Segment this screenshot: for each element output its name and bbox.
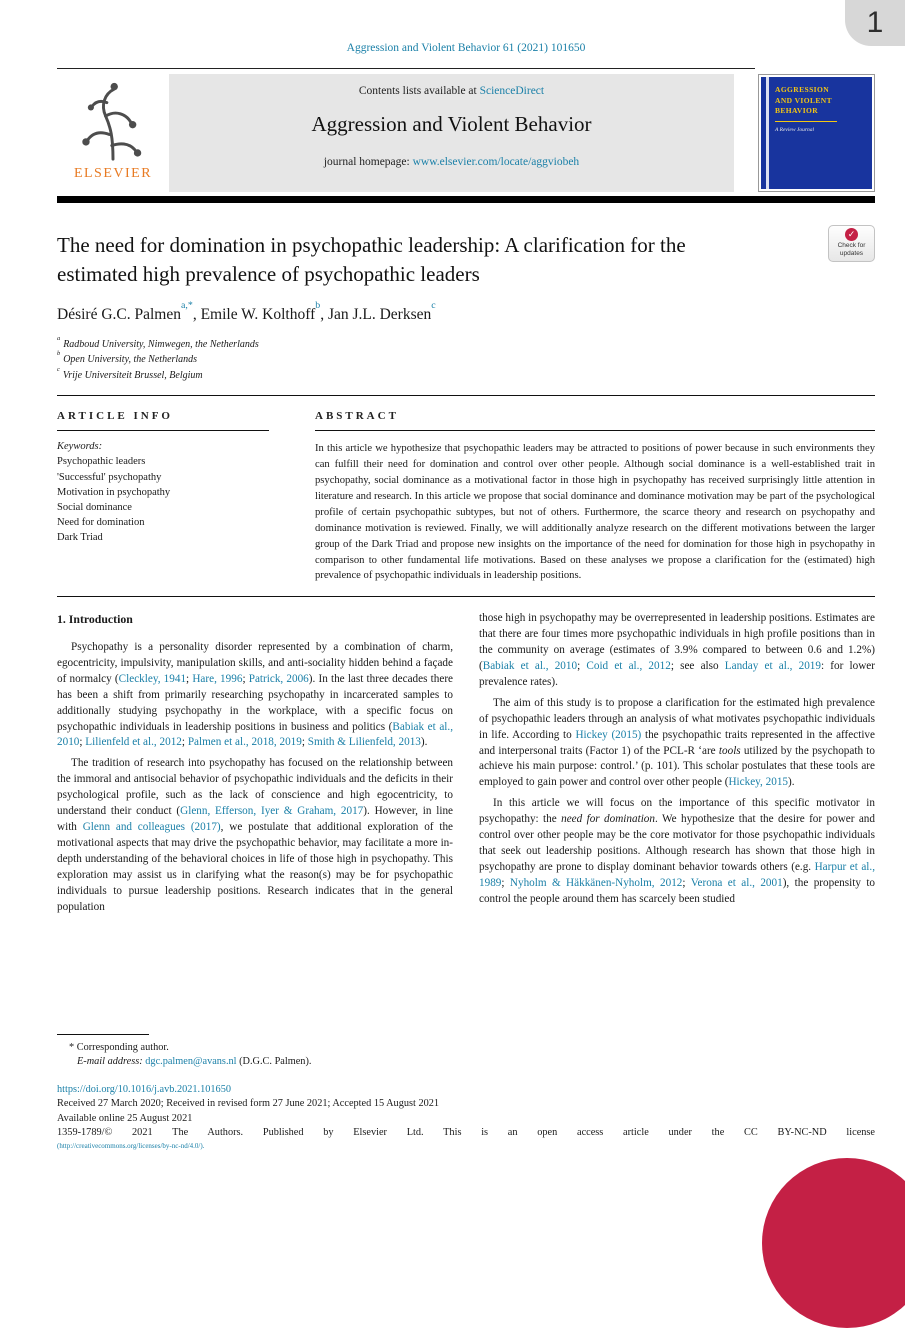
citation-link[interactable]: Patrick, 2006 — [248, 672, 309, 685]
journal-cover-art — [761, 77, 872, 189]
abstract-column — [315, 410, 875, 584]
abstract-text: In this article we hypothesize that psychopathic leaders may be attracted to positions of power because in such environments they can fulfill their need for domination and control over other people. Although social dominance is a well-established trait in psychopathy, social dominance as a motivational factor in those high in psychopathy has received surprisingly little attention in literature and research. In this article we propose that social dominance and dominance motivation may be part of the psychological profile of certain psychopathic subtypes, but not of others. Furthermore, the scarce theory and research on psychopathy and dominance motivation is reviewed. Finally, we will additionally analyze research on the different motivations between the larger group of the Dark Triad and propose new insights on the importance of the need for domination for those high in psychopathy in comparison to other fundamental life motivations. Based on these analyses we propose a clarification for the (estimated) high prevalence of psychopathic individuals in leadership positions. — [315, 443, 875, 582]
citation-link[interactable]: Hare, 1996 — [192, 672, 243, 685]
article-info-heading: ARTICLE INFO — [57, 410, 269, 431]
contents-line — [177, 85, 726, 97]
cover-title: AGGRESSION AND VIOLENT BEHAVIOR — [775, 85, 837, 122]
citation-link[interactable]: Glenn, Efferson, Iyer & Graham, 2017 — [180, 805, 364, 818]
keyword-item: Need for domination — [57, 517, 145, 529]
check-for-updates-badge[interactable] — [828, 225, 875, 262]
affiliation-text: Open University, the Netherlands — [63, 354, 198, 366]
received-line: Received 27 March 2020; Received in revised form 27 June 2021; Accepted 15 August 2021 — [57, 1098, 440, 1110]
paragraph: The aim of this study is to propose a clarification for the estimated high prevalence of psychopathic leaders through an analysis of what motivates psychopathic individuals in life. According to Hickey (2015) the psychopathic traits represented in the affective and interpersonal traits (Factor 1) of the PCL-R ‘are tools utilized by the psychopath to achieve his main purpose: control.’ (p. 101). This scholar postulates that these tools are employed to gain power and control over other people (Hickey, 2015). — [479, 696, 875, 789]
keyword-item: Motivation in psychopathy — [57, 486, 171, 498]
check-updates-label: Check for updates — [837, 242, 866, 258]
affiliation-text: Vrije Universiteit Brussel, Belgium — [62, 369, 203, 381]
citation-link[interactable]: dgc.palmen@avans.nl — [145, 1055, 237, 1067]
citation-link[interactable]: Lilienfeld et al., 2012 — [85, 736, 182, 749]
paragraph: those high in psychopathy may be overrepresented in leadership positions. Estimates are that there are four times more psychopathic individuals in high profile positions than in the community on average (estimates of 3.9% compared to between 0.6 and 1.2%) (Babiak et al., 2010; Coid et al., 2012; see also Landay et al., 2019: for lower prevalence rates). — [479, 612, 875, 688]
page-number-badge: 1 — [845, 0, 905, 46]
citation-link[interactable]: Babiak et al., 2010 — [482, 660, 578, 673]
page-footer — [57, 1032, 875, 1152]
citation-link[interactable]: Nyholm & Häkkänen-Nyholm, 2012 — [509, 876, 683, 889]
keyword-item: Dark Triad — [57, 532, 103, 544]
author-affiliation-sup[interactable]: c — [431, 300, 436, 312]
paragraph: The tradition of research into psychopathy has focused on the relationship between the immoral and antisocial behavior of psychopathic individuals and the deficits in their psychological profile, such as the lack of conscience and high egocentricity, to understand their conduct (Glenn, Efferson, Iyer & Graham, 2017). However, in line with Glenn and colleagues (2017), we postulate that additional exploration of the motivational aspects that may drive the psychopathic behavior, may facilitate a more in-depth understanding of the behavioral choices in life of those high in psychopathy. This exploration may assist us in clarifying what the reason(s) may be for psychopathic individuals to pursue leadership positions. Research indicates that in the general population — [57, 757, 454, 913]
cover-stripe — [766, 77, 769, 189]
citation-link[interactable]: Glenn and colleagues (2017) — [82, 821, 221, 834]
right-column — [479, 611, 875, 920]
elsevier-logo — [57, 74, 169, 192]
citation-link[interactable]: Palmen et al., 2018, 2019 — [187, 736, 302, 749]
affiliations — [57, 334, 875, 384]
author-affiliation-sup[interactable]: b — [315, 300, 321, 312]
left-column — [57, 611, 453, 920]
affiliation-line — [57, 352, 875, 368]
crossmark-icon: ✓ — [845, 228, 858, 241]
doi-link[interactable]: https://doi.org/10.1016/j.avb.2021.101650 — [57, 1083, 232, 1095]
citation-link[interactable]: Harpur et al., 1989 — [479, 860, 875, 889]
citation-link[interactable]: Landay et al., 2019 — [724, 660, 821, 673]
keywords-label: Keywords: — [57, 441, 103, 453]
cover-subtitle: A Review Journal — [775, 126, 814, 133]
citation-link[interactable]: Hickey, 2015 — [728, 776, 789, 789]
citation-link[interactable]: Cleckley, 1941 — [118, 672, 187, 685]
sciencedirect-link[interactable]: ScienceDirect — [479, 85, 545, 97]
affiliation-line — [57, 334, 875, 353]
citation-link[interactable]: Hickey (2015) — [575, 728, 642, 741]
keyword-item: Psychopathic leaders — [57, 456, 146, 468]
citation-link[interactable]: Coid et al., 2012 — [586, 660, 671, 673]
publication-details — [57, 1083, 875, 1152]
corresponding-author-note: * Corresponding author. — [69, 1042, 169, 1053]
body-columns — [57, 611, 875, 920]
section-heading-introduction: 1. Introduction — [57, 612, 133, 627]
paragraph: Psychopathy is a personality disorder represented by a combination of charm, egocentricity, impulsivity, manipulation skills, and anti-sociality hidden behind a façade of normalcy (Cleckley, 1941; Hare, 1996; Patrick, 2006). In the last three decades there has been a shift from primarily researching psychopathy in incarcerated samples to additionally studying psychopathy in the workplace, with a specific focus on psychopathic individuals in leadership positions in business and politics (Babiak et al., 2010; Lilienfeld et al., 2012; Palmen et al., 2018, 2019; Smith & Lilienfeld, 2013). — [57, 641, 454, 749]
keyword-item: Social dominance — [57, 501, 132, 513]
citation-link[interactable]: Verona et al., 2001 — [690, 876, 783, 889]
homepage-line — [177, 156, 726, 168]
elsevier-tree-icon — [76, 78, 150, 164]
article-title: The need for domination in psychopathic leadership: A clarification for the estimated high prevalence of psychopathic leaders — [57, 233, 686, 287]
cc-license-link[interactable]: (http://creativecommons.org/licenses/by-nc-nd/4.0/). — [57, 1142, 205, 1151]
journal-title: Aggression and Violent Behavior — [311, 112, 592, 136]
authors-line: Désiré G.C. Palmen$^{a,*}$, Emile W. Kolthoff$^b$, Jan J.L. Derksen$^c$ — [57, 300, 436, 323]
abstract-heading: ABSTRACT — [315, 410, 875, 431]
masthead-top-rule — [57, 68, 755, 69]
article-info-column — [57, 410, 269, 584]
section-rule — [57, 395, 875, 396]
journal-homepage-link[interactable]: www.elsevier.com/locate/aggviobeh — [412, 156, 580, 168]
available-online-line: Available online 25 August 2021 — [57, 1112, 193, 1124]
journal-citation[interactable]: Aggression and Violent Behavior 61 (2021) 101650 — [346, 42, 586, 54]
red-circle-button[interactable] — [762, 1158, 905, 1328]
journal-cover-thumbnail[interactable] — [758, 74, 875, 192]
copyright-line: 1359-1789/© 2021 The Authors. Published by Elsevier Ltd. This is an open access article under the CC BY-NC-ND license — [57, 1127, 875, 1138]
footnote-rule — [57, 1034, 149, 1035]
contents-prefix: Contents lists available at — [358, 85, 480, 97]
keyword-item: 'Successful' psychopathy — [57, 471, 162, 483]
section-rule — [57, 596, 875, 597]
elsevier-wordmark: ELSEVIER — [73, 166, 153, 181]
affiliation-sup: a — [57, 334, 61, 342]
affiliation-sup: b — [57, 350, 61, 358]
affiliation-line — [57, 365, 875, 384]
author-affiliation-sup[interactable]: a,* — [180, 300, 193, 312]
masthead — [57, 74, 875, 192]
article-info-abstract — [57, 410, 875, 584]
masthead-panel — [169, 74, 734, 192]
affiliation-text: Radboud University, Nimwegen, the Netherlands — [63, 338, 259, 350]
title-row — [57, 231, 875, 290]
affiliation-sup: c — [57, 365, 60, 373]
citation-link[interactable]: Babiak et al., 2010 — [57, 720, 453, 749]
homepage-prefix: journal homepage: — [323, 156, 413, 168]
citation-link[interactable]: Smith & Lilienfeld, 2013 — [307, 736, 421, 749]
email-line: E-mail address: dgc.palmen@avans.nl (D.G.C. Palmen). — [77, 1055, 312, 1067]
paragraph: In this article we will focus on the importance of this specific motivator in psychopathy: the need for domination. We hypothesize that the desire for power and control over other people may be the core motivator for those psychopathic individuals that seek out leadership positions. Although research has shown that those high in psychopathy are prone to display dominant behavior towards others (e.g. Harpur et al., 1989; Nyholm & Häkkänen-Nyholm, 2012; Verona et al., 2001), the propensity to control the people around them has scarcely been studied — [479, 797, 876, 905]
divider-bar — [57, 196, 875, 203]
